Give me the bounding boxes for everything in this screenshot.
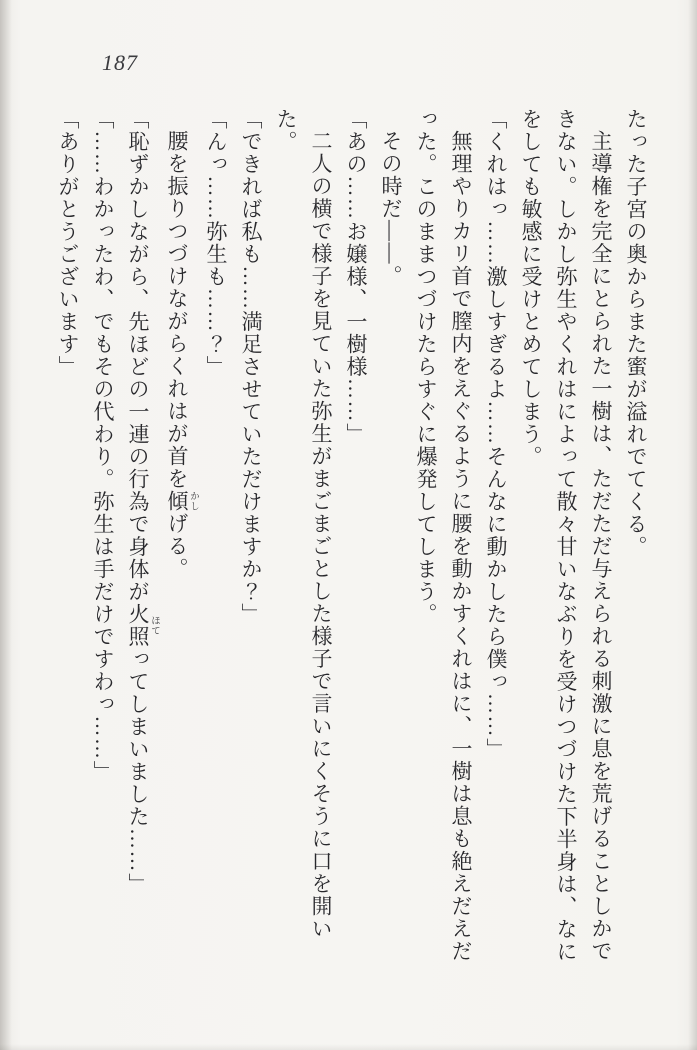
text-block [50, 108, 653, 966]
text-line: った。このままつづけたらすぐに爆発してしまう。 [414, 108, 438, 626]
text-line: をしても敏感に受けとめてしまう。 [519, 108, 543, 468]
text-line: 「ありがとうございます」 [56, 108, 80, 378]
text-line: 二人の横で様子を見ていた弥生がまごまごとした様子で言いにくそうに口を開いた。 [274, 108, 333, 940]
text-line: 無理やりカリ首で膣内をえぐるように腰を動かすくれはに、一樹は息も絶えだえだ [449, 130, 473, 963]
page-edge-shadow-right [688, 0, 697, 1050]
page-number: 187 [102, 50, 138, 75]
text-line: 「恥ずかしながら、先ほどの一連の行為で身体が火照 ほてってしまいました……」 [126, 108, 159, 896]
text-line: 「あの……お嬢様、一樹様……」 [344, 108, 368, 446]
text-line: たった子宮の奥からまた蜜が溢れでてくる。 [624, 108, 648, 558]
text-line: 「くれはっ……激しすぎるよ……そんなに動かしたら僕っ……」 [484, 108, 508, 761]
text-line: 「……わかったわ、でもその代わり。弥生は手だけですわっ……」 [91, 108, 115, 783]
page-gutter-shadow-left [0, 0, 12, 1050]
text-line: 「できれば私も……満足させていただけますか？」 [239, 108, 263, 626]
text-line: 主導権を完全にとられた一樹は、ただただ与えられる刺激に息を荒げることしかで [589, 130, 613, 963]
text-line: きない。しかし弥生やくれはによって散々甘いなぶりを受けつづけた下半身は、なに [554, 108, 578, 963]
text-line: 腰を振りつづけながらくれはが首を傾 かしげる。 [165, 130, 198, 580]
furigana: 傾 かし [165, 490, 198, 513]
text-line: 「んっ……弥生も……？」 [204, 108, 228, 378]
page-edge-shadow-bottom [0, 1044, 697, 1050]
text-line: その時だ――。 [379, 130, 403, 288]
furigana: 火照 ほて [126, 603, 159, 648]
